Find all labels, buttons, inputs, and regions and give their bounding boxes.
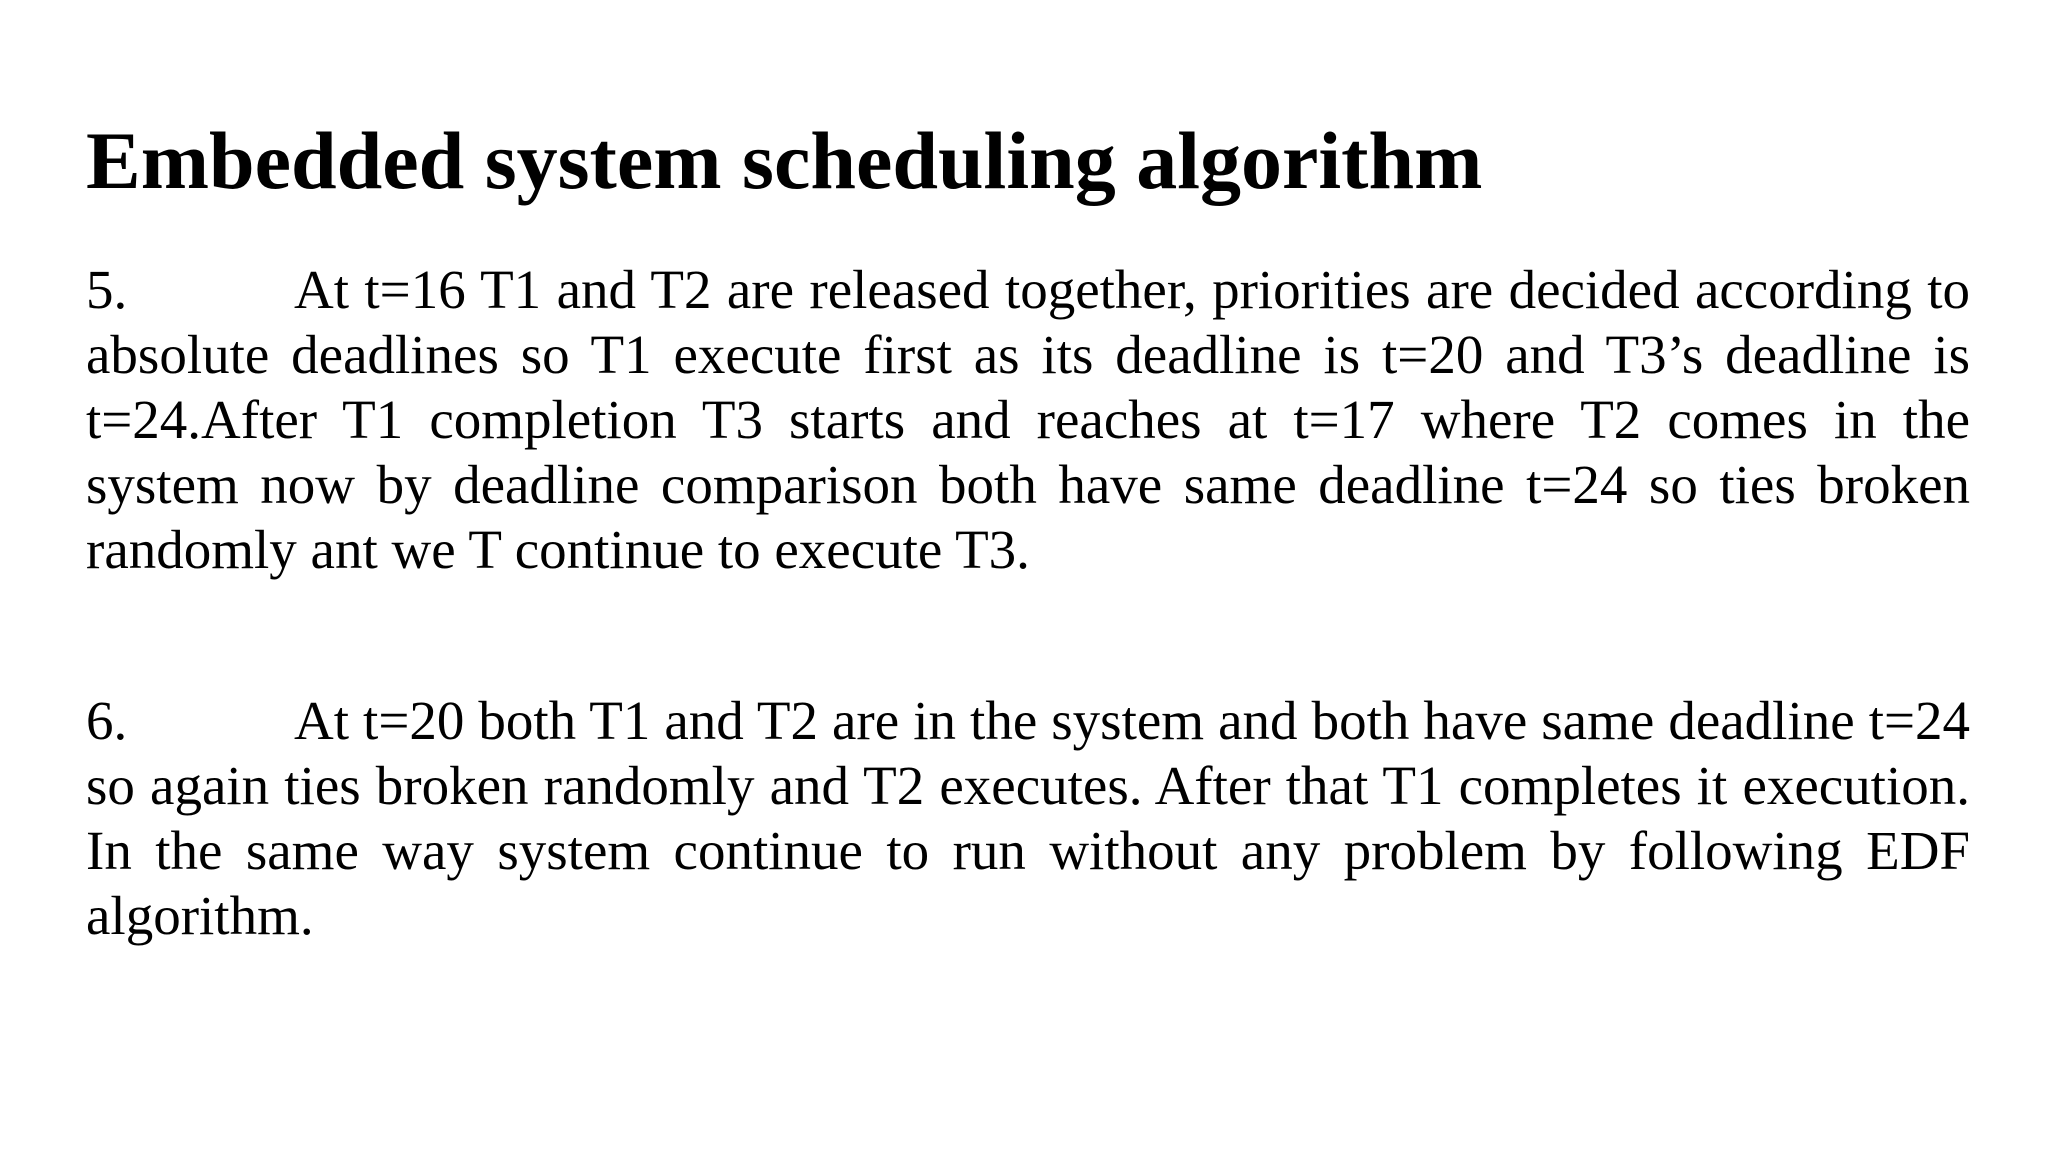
item-text: At t=20 both T1 and T2 are in the system and both have same deadline t=24 so again ties broken randomly and T2 executes. After that T1 completes it execution. In the same way system continue to run without any problem by following EDF algorithm. (86, 690, 1970, 946)
item-number: 6. (86, 690, 128, 751)
slide-title: Embedded system scheduling algorithm (86, 115, 1483, 206)
numbered-paragraph-5 (86, 257, 1970, 582)
numbered-paragraph-6 (86, 688, 1970, 948)
item-text: At t=16 T1 and T2 are released together, priorities are decided according to absolute deadlines so T1 execute first as its deadline is t=20 and T3’s deadline is t=24.After T1 completion T3 starts and reaches at t=17 where T2 comes in the system now by deadline comparison both have same deadline t=24 so ties broken randomly ant we T continue to execute T3. (86, 259, 1970, 580)
item-number: 5. (86, 259, 128, 320)
